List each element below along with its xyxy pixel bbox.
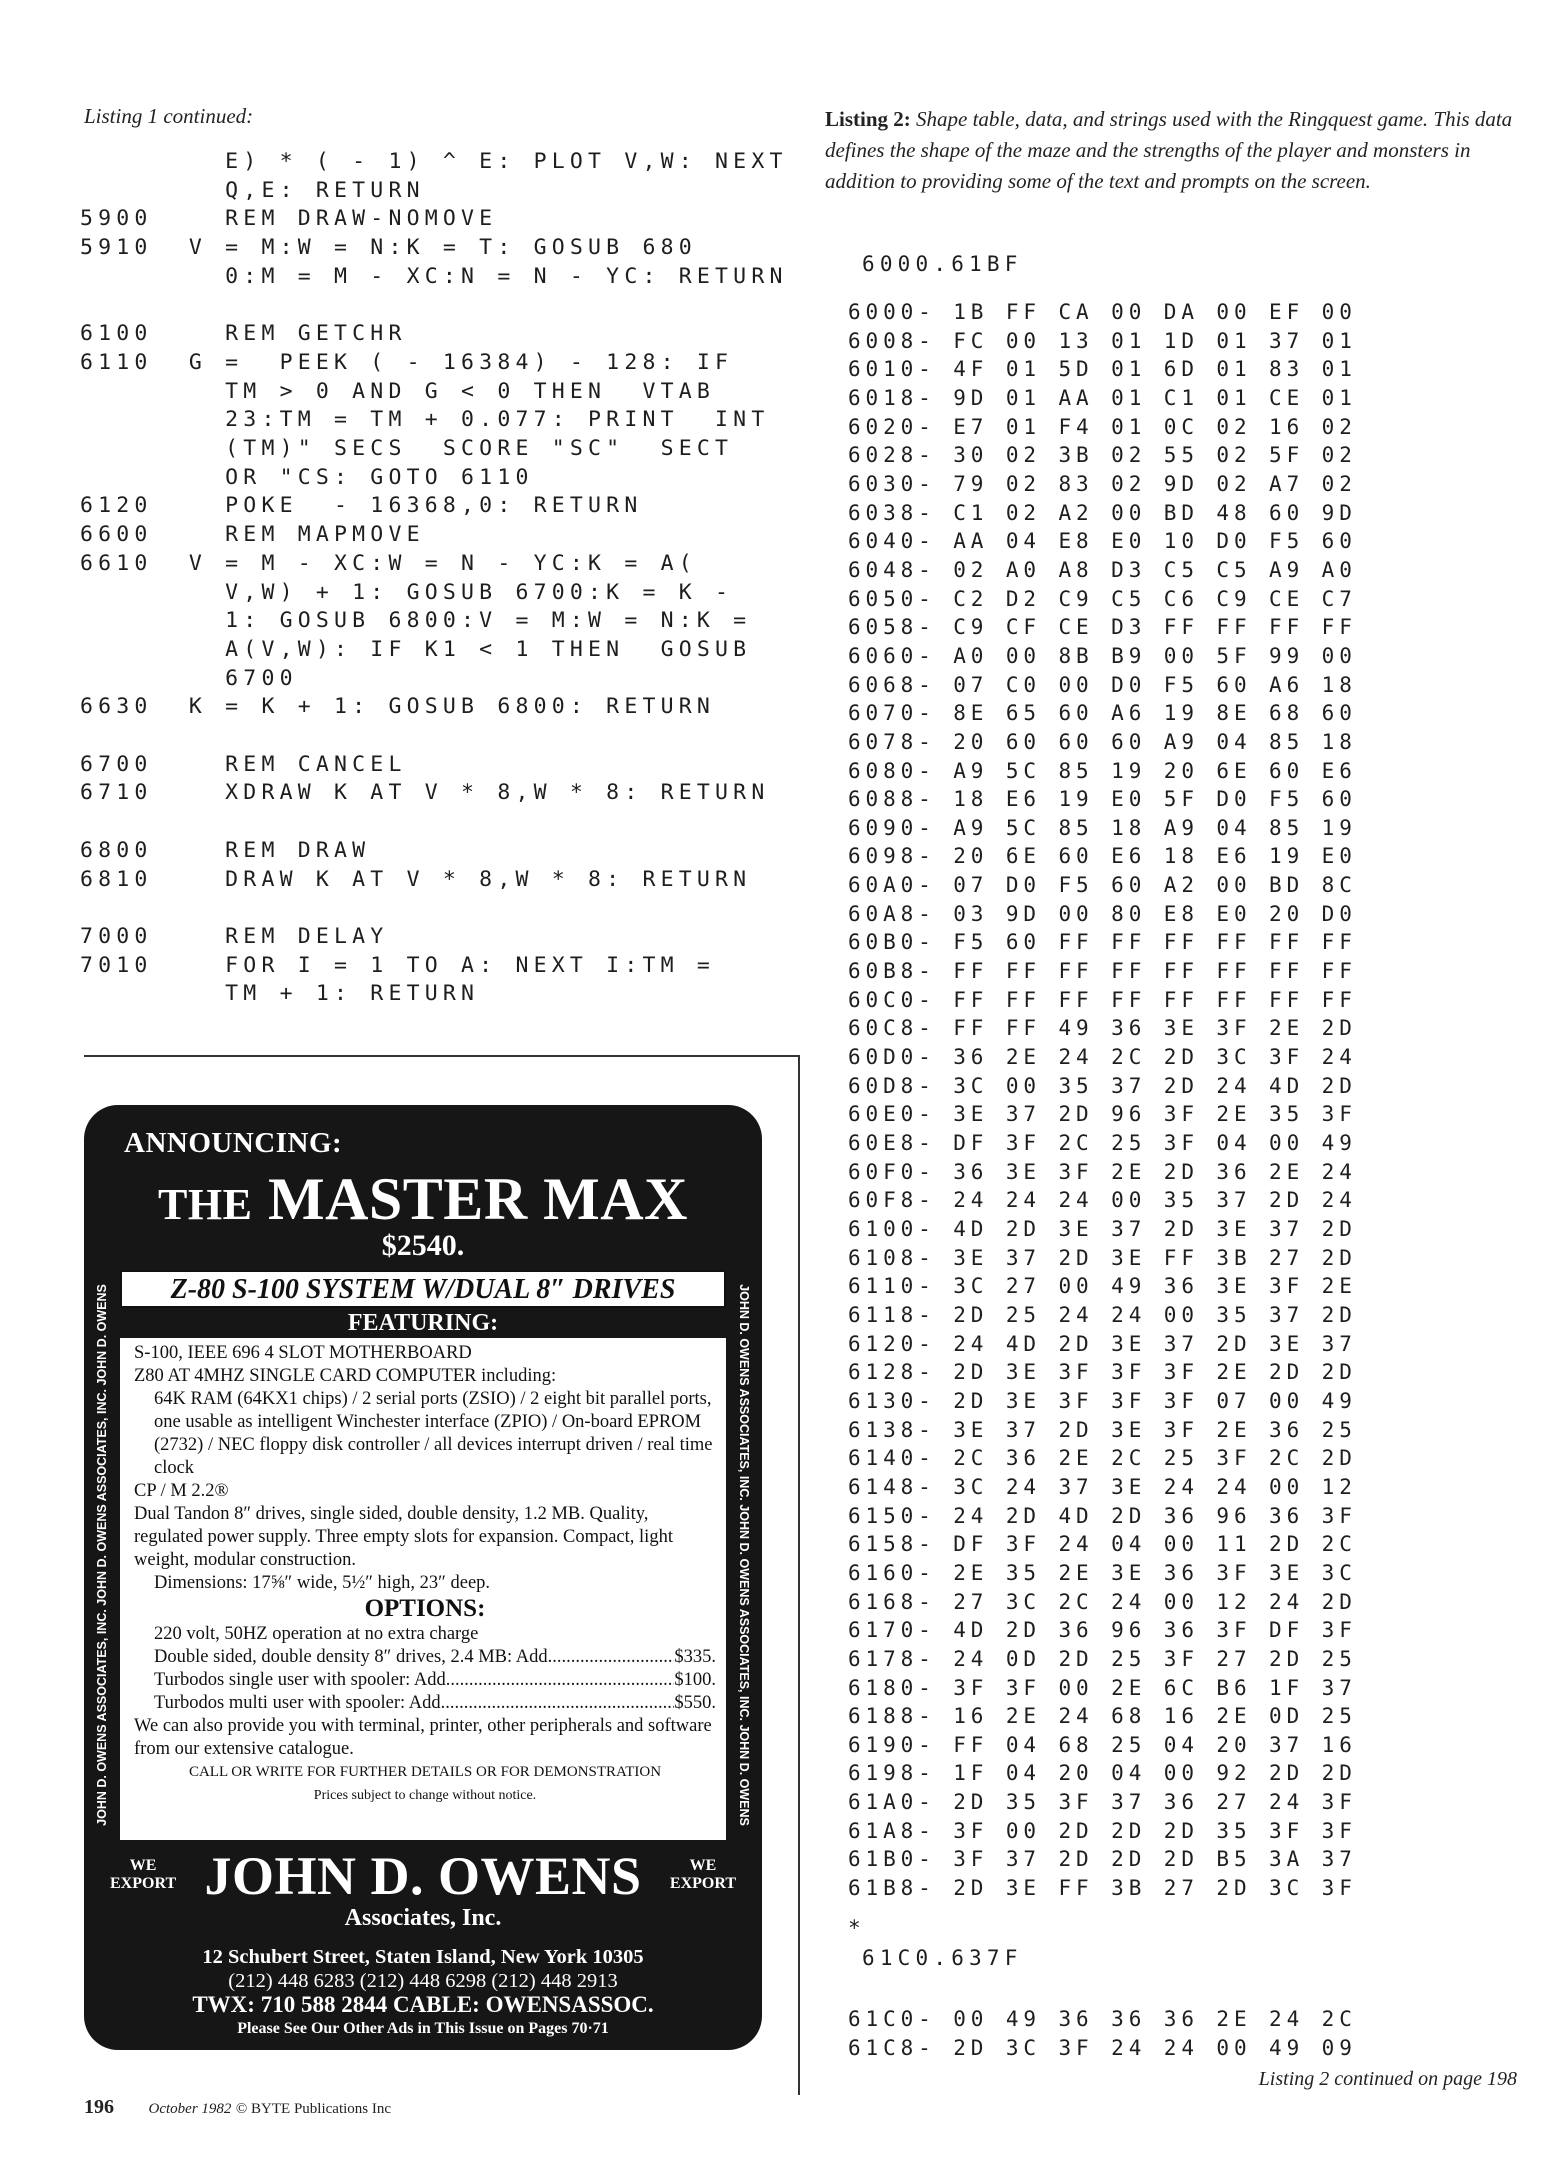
ad-feature-item: 64K RAM (64KX1 chips) / 2 serial ports (ZSIO) / 2 eight bit parallel ports, one usable as intelligent Winchester interface (ZPIO) / On-board EPROM (2732) / NEC floppy disk controller / all devices interrupt driven / real time clock: [154, 1389, 713, 1478]
ad-side-text-right: JOHN D. OWENS ASSOCIATES, INC. JOHN D. OWENS ASSOCIATES, INC. JOHN D. OWENS: [737, 1284, 751, 1826]
ad-address: 12 Schubert Street, Staten Island, New York 10305: [202, 1946, 644, 1968]
ad-phones: (212) 448 6283 (212) 448 6298 (212) 448 2913: [228, 1970, 618, 1992]
listing-2-label: Listing 2:: [825, 107, 911, 131]
issue-date: October 1982: [148, 2101, 232, 2117]
page-number: 196: [84, 2096, 114, 2118]
listing-2-description: Shape table, data, and strings used with the Ringquest game. This data defines the shape of the maze and the strengths of the player and monsters in addition to providing some of the text and prompts on the screen.: [825, 107, 1513, 193]
ad-announcing: ANNOUNCING:: [124, 1127, 343, 1159]
ad-we-export-right: WE EXPORT: [669, 1857, 736, 1892]
listing-2-hex-dump: 6000- 1B FF CA 00 DA 00 EF 00 6008- FC 00 13 01 1D 01 37 01 6010- 4F 01 5D 01 6D 01 83 01 6018- 9D 01 AA 01 C1 01 CE 01 6020- E7 01 F4 01 0C 02 16 02 6028- 30 02 3B 02 55 02 5F 02 6030- 79 02 83 02 9D 02 A7 02 6038- C1 02 A2 00 BD 48 60 9D 6040- AA 04 E8 E0 10 D0 F5 60 6048- 02 A0 A8 D3 C5 C5 A9 A0 6050- C2 D2 C9 C5 C6 C9 CE C7 6058- C9 CF CE D3 FF FF FF FF 6060- A0 00 8B B9 00 5F 99 00 6068- 07 C0 00 D0 F5 60 A6 18 6070- 8E 65 60 A6 19 8E 68 60 6078- 20 60 60 60 A9 04 85 18 6080- A9 5C 85 19 20 6E 60 E6 6088- 18 E6 19 E0 5F D0 F5 60 6090- A9 5C 85 18 A9 04 85 19 6098- 20 6E 60 E6 18 E6 19 E0 60A0- 07 D0 F5 60 A2 00 BD 8C 60A8- 03 9D 00 80 E8 E0 20 D0 60B0- F5 60 FF FF FF FF FF FF 60B8- FF FF FF FF FF FF FF FF 60C0- FF FF FF FF FF FF FF FF 60C8- FF FF 49 36 3E 3F 2E 2D 60D0- 36 2E 24 2C 2D 3C 3F 24 60D8- 3C 00 35 37 2D 24 4D 2D 60E0- 3E 37 2D 96 3F 2E 35 3F 60E8- DF 3F 2C 25 3F 04 00 49 60F0- 36 3E 3F 2E 2D 36 2E 24 60F8- 24 24 24 00 35 37 2D 24 6100- 4D 2D 3E 37 2D 3E 37 2D 6108- 3E 37 2D 3E FF 3B 27 2D 6110- 3C 27 00 49 36 3E 3F 2E 6118- 2D 25 24 24 00 35 37 2D 6120- 24 4D 2D 3E 37 2D 3E 37 6128- 2D 3E 3F 3F 3F 2E 2D 2D 6130- 2D 3E 3F 3F 3F 07 00 49 6138- 3E 37 2D 3E 3F 2E 36 25 6140- 2C 36 2E 2C 25 3F 2C 2D 6148- 3C 24 37 3E 24 24 00 12 6150- 24 2D 4D 2D 36 96 36 3F 6158- DF 3F 24 04 00 11 2D 2C 6160- 2E 35 2E 3E 36 3F 3E 3C 6168- 27 3C 2C 24 00 12 24 2D 6170- 4D 2D 36 96 36 3F DF 3F 6178- 24 0D 2D 25 3F 27 2D 25 6180- 3F 3F 00 2E 6C B6 1F 37 6188- 16 2E 24 68 16 2E 0D 25 6190- FF 04 68 25 04 20 37 16 6198- 1F 04 20 04 00 92 2D 2D 61A0- 2D 35 3F 37 36 27 24 3F 61A8- 3F 00 2D 2D 2D 35 3F 3F 61B0- 3F 37 2D 2D 2D B5 3A 37 61B8- 2D 3E FF 3B 27 2D 3C 3F: [848, 300, 1357, 1901]
ad-option-row: Double sided, double density 8″ drives, 2.4 MB: Add. ..... $335.: [134, 1646, 716, 1669]
ad-feature-item: CP / M 2.2®: [134, 1481, 229, 1501]
listing-2-continued-note: Listing 2 continued on page 198: [1258, 2068, 1517, 2090]
ad-see-other-ads: Please See Our Other Ads in This Issue on Pages 70·71: [237, 2020, 609, 2037]
ad-product-title: MASTER MAX: [267, 1166, 688, 1232]
ad-product-prefix: THE: [158, 1180, 253, 1229]
ad-system-line: Z-80 S-100 SYSTEM W/DUAL 8″ DRIVES: [120, 1270, 726, 1308]
ad-side-text-left: JOHN D. OWENS ASSOCIATES, INC. JOHN D. OWENS ASSOCIATES, INC. JOHN D. OWENS: [95, 1284, 109, 1826]
listing-2-hex-dump-2: 61C0- 00 49 36 36 36 2E 24 2C 61C8- 2D 3C 3F 24 24 00 49 09: [848, 2007, 1357, 2060]
ad-also-text: We can also provide you with terminal, printer, other peripherals and software from our extensive catalogue.: [134, 1716, 712, 1759]
publisher: © BYTE Publications Inc: [235, 2101, 392, 2117]
ad-feature-item: S-100, IEEE 696 4 SLOT MOTHERBOARD: [134, 1343, 472, 1363]
ad-prices-note: Prices subject to change without notice.: [313, 1788, 537, 1803]
ad-top-rule: [84, 1055, 800, 1057]
ad-featuring-heading: FEATURING:: [120, 1308, 726, 1338]
listing-2-range-1: 6000.61BF: [862, 252, 1023, 276]
page-footer: [84, 2096, 391, 2119]
listing-2-caption: [825, 104, 1525, 197]
ad-option-row: Turbodos single user with spooler: Add. ..... $100.: [134, 1669, 716, 1692]
ad-feature-item: Dual Tandon 8″ drives, single sided, double density, 1.2 MB. Quality, regulated power supply. Three empty slots for expansion. Compact, light weight, modular construction.: [134, 1504, 673, 1570]
ad-call-text: CALL OR WRITE FOR FURTHER DETAILS OR FOR DEMONSTRATION: [188, 1764, 662, 1780]
ad-twx: TWX: 710 588 2844 CABLE: OWENSASSOC.: [192, 1992, 654, 2017]
ad-company-sub: Associates, Inc.: [344, 1905, 502, 1931]
advertisement: [84, 1105, 762, 2050]
column-divider: [798, 1055, 800, 2095]
ad-contact-block: [84, 1945, 762, 2041]
ad-option-row: Turbodos multi user with spooler: Add. ..... $550.: [134, 1692, 716, 1715]
ad-feature-item: Z80 AT 4MHZ SINGLE CARD COMPUTER including:: [134, 1366, 557, 1386]
monitor-prompt: *: [848, 1916, 866, 1940]
ad-we-export-left: WE EXPORT: [110, 1857, 177, 1892]
listing-1-code: E) * ( - 1) ^ E: PLOT V,W: NEXT Q,E: RETURN 5900 REM DRAW-NOMOVE 5910 V = M:W = N:K = T: GOSUB 680 0:M = M - XC:N = N - YC: RETURN 6100 REM GETCHR 6110 G = PEEK ( - 16384) - 128: IF TM > 0 AND G < 0 THEN VTAB 23:TM = TM + 0.077: PRINT INT (TM)" SECS SCORE "SC" SECT OR "CS: GOTO 6110 6120 POKE - 16368,0: RETURN 6600 REM MAPMOVE 6610 V = M - XC:W = N - YC:K = A( V,W) + 1: GOSUB 6700:K = K - 1: GOSUB 6800:V = M:W = N:K = A(V,W): IF K1 < 1 THEN GOSUB 6700 6630 K = K + 1: GOSUB 6800: RETURN 6700 REM CANCEL 6710 XDRAW K AT V * 8,W * 8: RETURN 6800 REM DRAW 6810 DRAW K AT V * 8,W * 8: RETURN 7000 REM DELAY 7010 FOR I = 1 TO A: NEXT I:TM = TM + 1: RETURN: [80, 149, 788, 1007]
ad-feature-panel: [120, 1270, 726, 1840]
ad-options-intro: 220 volt, 50HZ operation at no extra charge: [154, 1624, 479, 1644]
ad-product-name: [84, 1165, 762, 1234]
ad-company-name: JOHN D. OWENS: [204, 1846, 642, 1906]
listing-1-caption: Listing 1 continued:: [84, 104, 254, 128]
ad-options-heading: OPTIONS:: [364, 1595, 486, 1622]
ad-feature-item: Dimensions: 17⅝″ wide, 5½″ high, 23″ deep.: [154, 1573, 491, 1593]
listing-2-range-2: 61C0.637F: [862, 1946, 1023, 1970]
ad-price: $2540.: [381, 1229, 465, 1262]
